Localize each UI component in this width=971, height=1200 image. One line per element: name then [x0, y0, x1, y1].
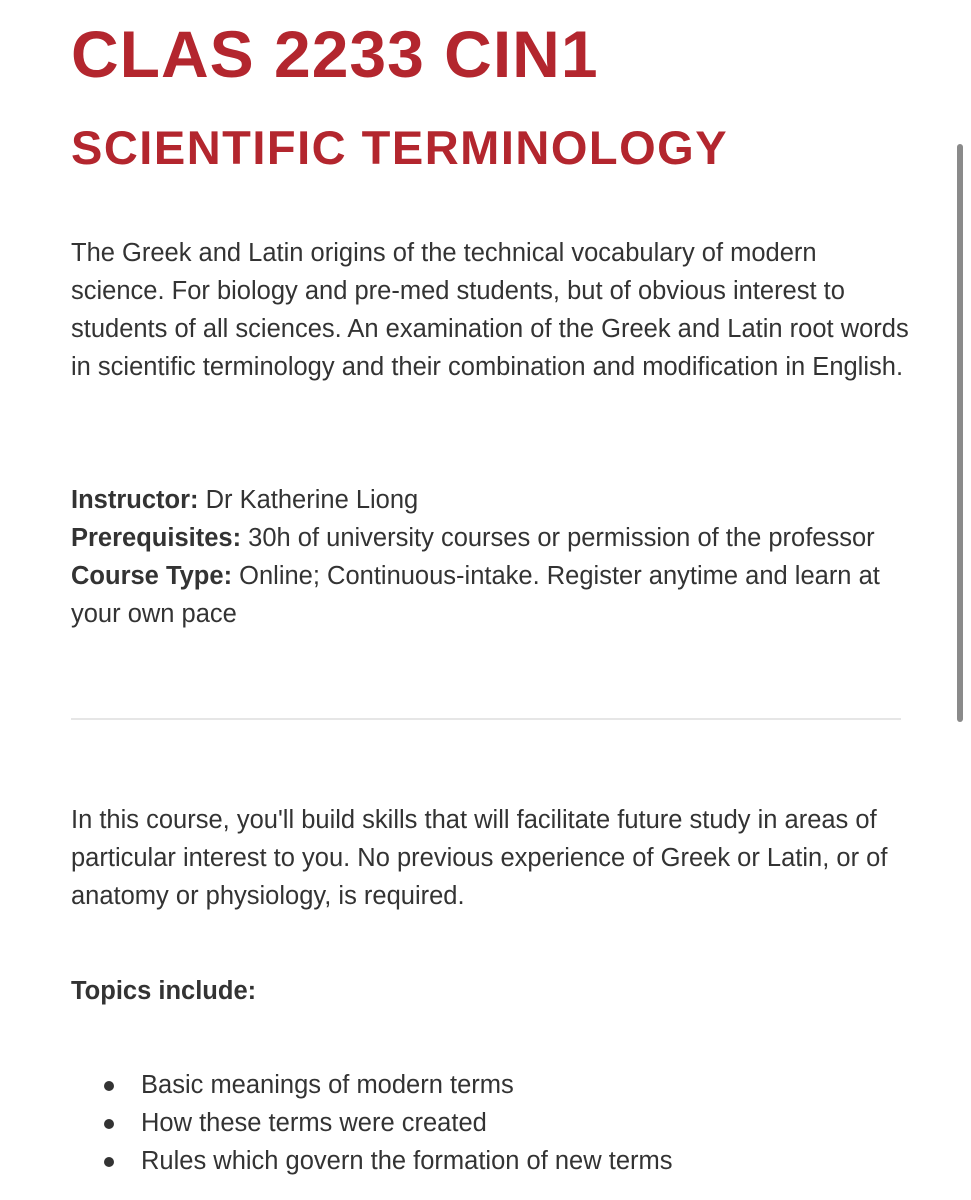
prerequisites-value: 30h of university courses or permission of the professor [248, 524, 875, 552]
course-title: SCIENTIFIC TERMINOLOGY [71, 121, 729, 174]
list-item: Basic meanings of modern terms [141, 1066, 673, 1104]
course-description: The Greek and Latin origins of the technical vocabulary of modern science. For biology and pre-med students, but of obvious interest to students of all sciences. An examination of the Greek and Latin root words in scientific terminology and their combination and modification in English. [71, 239, 909, 381]
course-intro: In this course, you'll build skills that will facilitate future study in areas of particular interest to you. No previous experience of Greek or Latin, or of anatomy or physiology, is required. [71, 806, 888, 910]
instructor-value: Dr Katherine Liong [205, 486, 419, 514]
instructor-label: Instructor: [71, 486, 199, 514]
divider [71, 718, 901, 720]
course-code: CLAS 2233 CIN1 [71, 17, 599, 91]
list-item: Rules which govern the formation of new terms [141, 1142, 673, 1180]
topics-heading: Topics include: [71, 977, 257, 1005]
scrollbar[interactable] [957, 144, 963, 722]
course-details [71, 481, 891, 633]
course-type-label: Course Type: [71, 562, 233, 590]
course-type-value: Online; Continuous-intake. Register anytime and learn at your own pace [71, 562, 880, 628]
list-item: How these terms were created [141, 1104, 673, 1142]
prerequisites-label: Prerequisites: [71, 524, 242, 552]
topics-list [71, 1066, 673, 1180]
